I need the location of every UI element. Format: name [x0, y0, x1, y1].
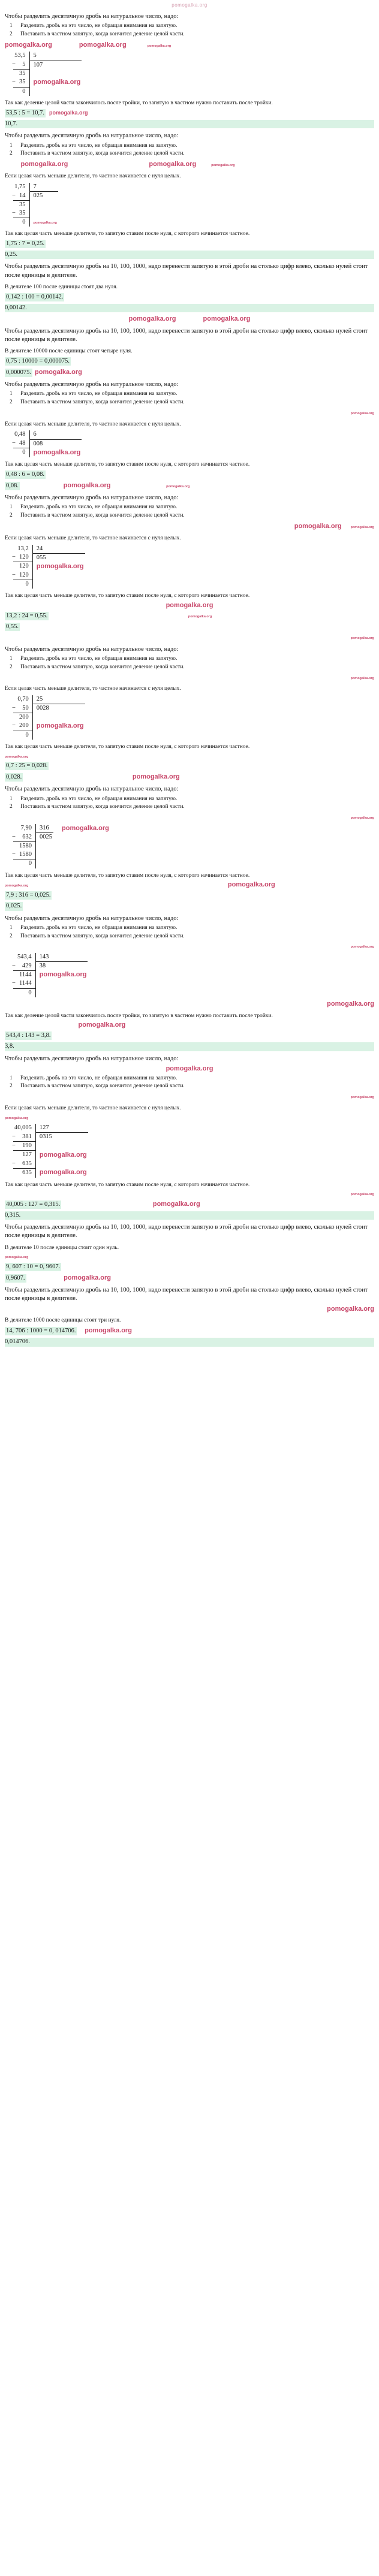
note-text: Если целая часть меньше делителя, то частное начинается с нуля целых. — [5, 535, 181, 541]
list-item: 1 Разделить дробь на это число, не обращая внимания на запятую. — [10, 795, 178, 802]
result-value: 0,9607. pomogalka.org — [5, 1274, 374, 1283]
answer-line: 1,75 : 7 = 0,25. — [5, 240, 374, 248]
list-item: 1 Разделить дробь на это число, не обращая внимания на запятую. — [10, 22, 178, 29]
step-value: − 35 — [13, 209, 29, 218]
rule-steps-list — [5, 142, 374, 158]
step-value: − 1580 — [13, 850, 36, 859]
watermark-text: pomogalka.org — [350, 945, 374, 949]
answer-line: 0,142 : 100 = 0,00142. — [5, 293, 374, 301]
answer-line: 9, 607 : 10 = 0, 9607. — [5, 1263, 374, 1271]
watermark-text: pomogalka.org — [327, 1305, 374, 1313]
step-value: − 635 — [13, 1160, 35, 1169]
long-division-4 — [13, 545, 374, 589]
watermark-row — [5, 634, 374, 642]
watermark-text: pomogalka.org — [147, 44, 172, 48]
note-text: Если целая часть меньше делителя, то частное начинается с нуля целых. — [5, 686, 181, 692]
quotient: 025 — [33, 192, 43, 200]
step-value: − 120 — [13, 553, 32, 562]
watermark-text: pomogalka.org — [294, 522, 342, 530]
step-value: 35 — [13, 70, 29, 79]
dividend: 1,75 — [13, 183, 29, 192]
note-text: Так как целая часть меньше делителя, то запятую ставим после нуля, с которого начинается частное. — [5, 231, 250, 237]
step-value: 0 — [13, 218, 29, 227]
watermark-row — [5, 880, 374, 889]
rule-heading: Чтобы разделить десятичную дробь на 10, 100, 1000, надо перенести запятую в этой дроби на столько цифр влево, сколько нулей стоит после единицы в делителе. — [5, 327, 368, 343]
step-value: − 381 — [13, 1133, 35, 1142]
step-value: − 1144 — [13, 979, 35, 988]
step-value: − 429 — [13, 962, 35, 971]
step-value: − 200 — [13, 722, 32, 731]
step-value: − 14 — [13, 192, 29, 201]
rule-steps-list — [5, 22, 374, 38]
watermark-text: pomogalka.org — [20, 161, 68, 168]
watermark-text: pomogalka.org — [39, 1169, 87, 1177]
rule-steps-list — [5, 1075, 374, 1091]
watermark-text: pomogalka.org — [33, 448, 81, 456]
answer-line: 40,005 : 127 = 0,315. pomogalka.org — [5, 1200, 374, 1209]
note-text: В делителе 10000 после единицы стоят четыре нуля. — [5, 348, 133, 355]
dividend: 40,005 — [13, 1124, 35, 1133]
watermark-row — [5, 601, 374, 610]
watermark-text: pomogalka.org — [350, 637, 374, 641]
watermark-text: pomogalka.org — [350, 676, 374, 680]
note-text: Если целая часть меньше делителя, то частное начинается с нуля целых. — [5, 173, 181, 180]
watermark-row — [5, 1021, 374, 1030]
result-value: 3,8. — [5, 1042, 374, 1051]
result-value: 0,315. — [5, 1211, 374, 1220]
note-text: В делителе 100 после единицы стоят два нуля. — [5, 283, 118, 290]
watermark-row — [5, 752, 374, 761]
result-value: 0,55. — [5, 623, 374, 631]
answer-line: 53,5 : 5 = 10,7. pomogalka.org — [5, 109, 374, 117]
note-text: В делителе 1000 после единицы стоят три нуля. — [5, 1317, 121, 1324]
step-value: 0 — [13, 988, 35, 997]
dividend: 7,90 — [13, 824, 36, 833]
step-value: − 120 — [13, 571, 32, 580]
step-value: 1580 — [13, 842, 36, 851]
watermark-row — [5, 1114, 374, 1122]
top-watermark: pomogalka.org — [172, 2, 207, 8]
watermark-text: pomogalka.org — [5, 884, 29, 888]
list-item: 1 Разделить дробь на это число, не обращая внимания на запятую. — [10, 504, 178, 511]
divisor: 25 — [32, 695, 85, 704]
quotient: 107 — [33, 61, 43, 68]
note-text: Так как деление целой части закончилось после тройки, то запятую в частном нужно поставить после тройки. — [5, 100, 273, 107]
watermark-text: pomogalka.org — [350, 412, 374, 416]
watermark-text: pomogalka.org — [5, 1256, 29, 1260]
list-item: 2 Поставить в частном запятую, когда кончится деление целой части. — [10, 933, 185, 939]
list-item: 1 Разделить дробь на это число, не обращая внимания на запятую. — [10, 142, 178, 149]
watermark-text: pomogalka.org — [350, 1096, 374, 1100]
note-text: Если целая часть меньше делителя, то частное начинается с нуля целых. — [5, 421, 181, 427]
answer-line: 0,48 : 6 = 0,08. — [5, 470, 374, 479]
note-text: Так как целая часть меньше делителя, то запятую ставим после нуля, с которого начинается частное. — [5, 1181, 250, 1188]
quotient: 008 — [33, 440, 43, 447]
rule-heading: Чтобы разделить десятичную дробь на 10, 100, 1000, надо перенести запятую в этой дроби на столько цифр влево, сколько нулей стоит после единицы в делителе. — [5, 263, 368, 279]
watermark-text: pomogalka.org — [188, 615, 212, 619]
watermark-row — [5, 1253, 374, 1261]
step-value: 0 — [13, 88, 29, 96]
divisor: 6 — [29, 430, 82, 439]
step-value: 0 — [13, 731, 32, 740]
rule-steps-list — [5, 924, 374, 940]
long-division-8 — [13, 1124, 374, 1178]
result-value: 0,028. pomogalka.org — [5, 773, 374, 782]
dividend: 53,5 — [13, 52, 29, 61]
note-text: Так как целая часть меньше делителя, то запятую ставим после нуля, с которого начинается частное. — [5, 461, 250, 467]
long-division-5 — [13, 695, 374, 740]
note-text: Так как целая часть меньше делителя, то запятую ставим после нуля, с которого начинается частное. — [5, 743, 250, 750]
watermark-text: pomogalka.org — [39, 1151, 87, 1159]
answer-line: 0,7 : 25 = 0,028. — [5, 762, 374, 770]
rule-heading: Чтобы разделить десятичную дробь на натуральное число, надо: — [5, 494, 179, 502]
note-text: Если целая часть меньше делителя, то частное начинается с нуля целых. — [5, 1105, 181, 1111]
watermark-text: pomogalka.org — [79, 41, 127, 49]
divisor: 316 — [36, 824, 54, 833]
watermark-row — [5, 522, 374, 531]
rule-steps-list — [5, 655, 374, 671]
note-text: В делителе 10 после единицы стоит один нуль. — [5, 1244, 119, 1251]
list-item: 1 Разделить дробь на это число, не обращая внимания на запятую. — [10, 656, 178, 662]
watermark-row — [5, 1190, 374, 1198]
step-value: 0 — [13, 859, 36, 868]
step-value: 635 — [13, 1168, 35, 1177]
rule-heading: Чтобы разделить десятичную дробь на натуральное число, надо: — [5, 381, 179, 388]
rule-steps-list — [5, 503, 374, 520]
long-division-2 — [13, 183, 374, 227]
watermark-text: pomogalka.org — [211, 164, 235, 168]
answer-line: 14, 706 : 1000 = 0, 014706. pomogalka.org — [5, 1326, 374, 1335]
rule-heading: Чтобы разделить десятичную дробь на натуральное число, надо: — [5, 645, 179, 653]
list-item: 2 Поставить в частном запятую, когда кончится деление целой части. — [10, 512, 185, 519]
rule-heading: Чтобы разделить десятичную дробь на 10, 100, 1000, надо перенести запятую в этой дроби на столько цифр влево, сколько нулей стоит после единицы в делителе. — [5, 1287, 368, 1302]
step-value: 35 — [13, 200, 29, 209]
note-text: Так как деление целой части закончилось после тройки, то запятую в частном нужно поставить после тройки. — [5, 1012, 273, 1019]
step-value: 120 — [13, 562, 32, 571]
result-value: 0,000075. pomogalka.org — [5, 368, 374, 377]
step-value: − 35 — [13, 78, 29, 87]
step-value: 1144 — [13, 970, 35, 979]
result-value: 10,7. — [5, 120, 374, 128]
divisor: 5 — [29, 52, 82, 61]
watermark-text: pomogalka.org — [49, 110, 88, 116]
answer-line: 13,2 : 24 = 0,55. pomogalka.org — [5, 612, 374, 620]
answer-line: 7,9 : 316 = 0,025. — [5, 891, 374, 900]
divisor: 143 — [35, 953, 88, 962]
quotient: 0315 — [39, 1133, 52, 1141]
quotient: 38 — [39, 963, 46, 970]
watermark-row — [5, 409, 374, 417]
quotient: 0028 — [36, 705, 49, 712]
watermark-row — [5, 160, 374, 169]
watermark-text: pomogalka.org — [166, 602, 213, 610]
long-division-7 — [13, 953, 374, 997]
step-value: 0 — [13, 448, 29, 457]
dividend: 0,48 — [13, 430, 29, 439]
watermark-text: pomogalka.org — [63, 481, 111, 489]
list-item: 2 Поставить в частном запятую, когда кончится деление целой части. — [10, 31, 185, 37]
watermark-row — [5, 813, 374, 822]
watermark-row — [5, 1000, 374, 1009]
watermark-text: pomogalka.org — [149, 161, 197, 168]
note-text: Так как целая часть меньше делителя, то запятую ставим после нуля, с которого начинается частное. — [5, 872, 250, 879]
rule-heading: Чтобы разделить десятичную дробь на натуральное число, надо: — [5, 786, 179, 793]
list-item: 1 Разделить дробь на это число, не обращая внимания на запятую. — [10, 391, 178, 397]
rule-heading: Чтобы разделить десятичную дробь на натуральное число, надо: — [5, 132, 179, 140]
long-division-3 — [13, 430, 374, 457]
watermark-text: pomogalka.org — [203, 315, 251, 322]
watermark-text: pomogalka.org — [33, 221, 57, 225]
list-item: 2 Поставить в частном запятую, когда кончится деление целой части. — [10, 399, 185, 406]
result-value: 0,014706. — [5, 1338, 374, 1346]
watermark-text: pomogalka.org — [166, 1064, 213, 1072]
watermark-text: pomogalka.org — [35, 369, 82, 376]
dividend: 543,4 — [13, 953, 35, 962]
step-value: − 632 — [13, 833, 36, 842]
watermark-text: pomogalka.org — [39, 971, 87, 979]
answer-line: 543,4 : 143 = 3,8. — [5, 1031, 374, 1040]
watermark-text: pomogalka.org — [78, 1021, 126, 1029]
watermark-text: pomogalka.org — [327, 1000, 374, 1008]
note-text: Так как целая часть меньше делителя, то запятую ставим после нуля, с которого начинается частное. — [5, 593, 250, 599]
rule-steps-list — [5, 795, 374, 812]
step-value: − 5 — [13, 61, 29, 70]
watermark-text: pomogalka.org — [128, 315, 176, 322]
watermark-row — [5, 41, 374, 50]
list-item: 2 Поставить в частном запятую, когда кончится деление целой части. — [10, 804, 185, 810]
step-value: − 50 — [13, 704, 32, 713]
step-value: 127 — [13, 1151, 35, 1160]
dividend: 0,70 — [13, 695, 32, 704]
watermark-text: pomogalka.org — [33, 79, 81, 86]
watermark-text: pomogalka.org — [227, 881, 275, 889]
result-value: 0,08. pomogalka.org pomogalka.org — [5, 481, 374, 490]
long-division-1 — [13, 52, 374, 96]
list-item: 1 Разделить дробь на это число, не обращая внимания на запятую. — [10, 924, 178, 931]
watermark-text: pomogalka.org — [350, 1193, 374, 1197]
watermark-row — [5, 1064, 374, 1073]
watermark-text: pomogalka.org — [85, 1327, 132, 1335]
rule-heading: Чтобы разделить десятичную дробь на натуральное число, надо: — [5, 1055, 179, 1062]
watermark-row — [5, 1093, 374, 1101]
watermark-row — [5, 942, 374, 951]
watermark-text: pomogalka.org — [36, 562, 84, 570]
watermark-text: pomogalka.org — [166, 484, 190, 488]
list-item: 2 Поставить в частном запятую, когда кончится деление целой части. — [10, 1083, 185, 1090]
list-item: 2 Поставить в частном запятую, когда кончится деление целой части. — [10, 663, 185, 670]
watermark-text: pomogalka.org — [350, 816, 374, 821]
watermark-text: pomogalka.org — [5, 755, 29, 759]
watermark-text: pomogalka.org — [5, 1116, 29, 1120]
divisor: 7 — [29, 183, 58, 192]
divisor: 24 — [32, 545, 85, 554]
watermark-text: pomogalka.org — [64, 1274, 111, 1282]
watermark-text: pomogalka.org — [62, 824, 109, 832]
rule-heading: Чтобы разделить десятичную дробь на натуральное число, надо: — [5, 13, 179, 20]
watermark-text: pomogalka.org — [132, 773, 180, 781]
watermark-row — [5, 674, 374, 682]
result-value: 0,00142. — [5, 304, 374, 312]
step-value: − 48 — [13, 439, 29, 448]
watermark-text: pomogalka.org — [5, 41, 52, 49]
watermark-text: pomogalka.org — [36, 722, 84, 729]
step-value: 200 — [13, 713, 32, 722]
quotient: 055 — [36, 554, 46, 561]
watermark-row — [5, 315, 374, 324]
quotient: 0025 — [40, 834, 52, 841]
step-value: − 190 — [13, 1141, 35, 1150]
long-division-6 — [13, 824, 374, 868]
answer-line: 0,75 : 10000 = 0,000075. — [5, 357, 374, 366]
divisor: 127 — [35, 1124, 88, 1133]
result-value: 0,25. — [5, 251, 374, 259]
watermark-text: pomogalka.org — [350, 525, 374, 529]
rule-steps-list — [5, 390, 374, 406]
rule-heading: Чтобы разделить десятичную дробь на натуральное число, надо: — [5, 915, 179, 922]
list-item: 2 Поставить в частном запятую, когда кончится деление целой части. — [10, 150, 185, 157]
watermark-row — [5, 1305, 374, 1314]
watermark-text: pomogalka.org — [152, 1200, 200, 1208]
dividend: 13,2 — [13, 545, 32, 554]
list-item: 1 Разделить дробь на это число, не обращая внимания на запятую. — [10, 1075, 178, 1081]
content-block — [0, 13, 379, 1347]
rule-heading: Чтобы разделить десятичную дробь на 10, 100, 1000, надо перенести запятую в этой дроби на столько цифр влево, сколько нулей стоит после единицы в делителе. — [5, 1224, 368, 1239]
step-value: 0 — [13, 580, 32, 589]
result-value: 0,025. — [5, 902, 374, 910]
